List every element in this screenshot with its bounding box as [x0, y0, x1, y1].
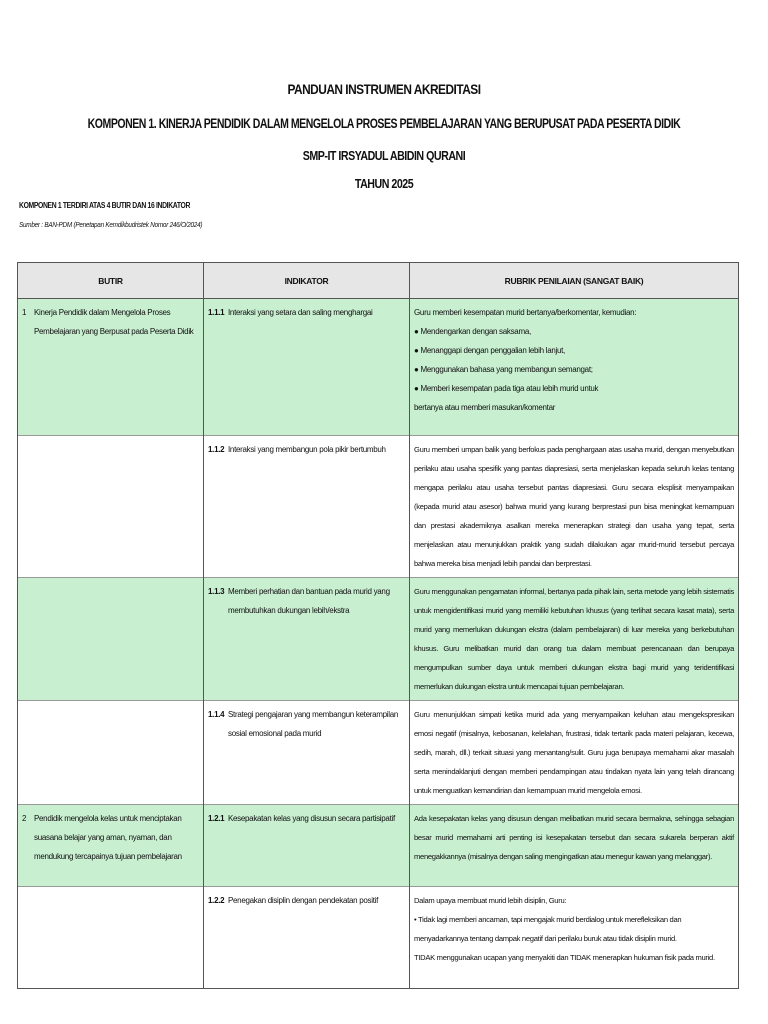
indikator-cell: [204, 436, 410, 578]
rubrik-cell: [410, 299, 739, 436]
column-header-indikator: INDIKATOR: [204, 263, 410, 299]
rubrik-cell: Guru menunjukkan simpati ketika murid ada yang menyampaikan keluhan atau mengekspresikan emosi negatif (misalnya, kebosanan, kelelahan, frustrasi, tidak tertarik pada materi pelajaran, kecewa, sedih, marah, dll.) terkait situasi yang menantang/sulit. Guru juga berupaya memahami akar masalah serta menindaklanjuti dengan memberi pendampingan atau tindakan nyata lain yang telah dirancang untuk menguatkan kemandirian dan kemampuan murid mengelola emosi.: [410, 701, 739, 805]
butir-cell: [18, 299, 204, 436]
column-header-rubrik: RUBRIK PENILAIAN (SANGAT BAIK): [410, 263, 739, 299]
rubrik-bullet: ● Memberi kesempatan pada tiga atau lebih murid untuk bertanya atau memberi masukan/komentar: [414, 379, 624, 417]
rubrik-cell: [410, 887, 739, 989]
table-row: [18, 805, 739, 887]
butir-cell: [18, 436, 204, 578]
rubrik-point: [414, 910, 734, 948]
indikator-code: 1.1.3: [208, 587, 225, 596]
indikator-code: 1.2.1: [208, 814, 225, 823]
rubrik-point-text: Tidak lagi memberi ancaman, tapi mengajak murid berdialog untuk merefleksikan dan menyadarkannya tentang dampak negatif dari perilaku buruk atau tidak disiplin murid.: [414, 915, 682, 943]
table-row: [18, 887, 739, 989]
rubrik-intro: Guru memberi kesempatan murid bertanya/berkomentar, kemudian:: [414, 308, 637, 317]
document-title: PANDUAN INSTRUMEN AKREDITASI: [287, 81, 481, 97]
butir-cell: [18, 805, 204, 887]
butir-cell: [18, 578, 204, 701]
indikator-code: 1.2.2: [208, 896, 225, 905]
butir-text: Kinerja Pendidik dalam Mengelola Proses Pembelajaran yang Berpusat pada Peserta Didik: [34, 308, 194, 336]
indikator-text: Memberi perhatian dan bantuan pada murid yang membutuhkan dukungan lebih/ekstra: [228, 587, 390, 615]
butir-number: 1: [22, 308, 27, 317]
indikator-text: Kesepakatan kelas yang disusun secara partisipatif: [228, 814, 395, 823]
rubrik-cell: Guru memberi umpan balik yang berfokus pada penghargaan atas usaha murid, dengan menyebutkan perilaku atau usaha spesifik yang pantas diapresiasi, serta menjelaskan kepada seluruh kelas tentang mengapa perilaku atau usaha tersebut pantas diapresiasi. Guru secara eksplisit menyampaikan (kepada murid atau asesor) bahwa murid yang kurang berprestasi pun bisa meningkat kemampuan dan prestasi akademiknya asalkan mereka menerapkan strategi dan usaha yang tepat, serta menjelaskan atau menunjukkan praktik yang sudah dilakukan agar murid-murid tersebut percaya bahwa mereka bisa menjadi lebih pandai dan berprestasi.: [410, 436, 739, 578]
table-row: [18, 436, 739, 578]
table-row: [18, 701, 739, 805]
school-name: SMP-IT IRSYADUL ABIDIN QURANI: [302, 148, 466, 163]
indikator-code: 1.1.1: [208, 308, 225, 317]
indikator-cell: [204, 805, 410, 887]
indikator-cell: [204, 887, 410, 989]
rubrik-bullet: ● Menanggapi dengan penggalian lebih lanjut,: [414, 341, 734, 360]
indikator-text: Strategi pengajaran yang membangun keterampilan sosial emosional pada murid: [228, 710, 399, 738]
indikator-text: Interaksi yang membangun pola pikir bertumbuh: [228, 445, 386, 454]
table-header-row: [18, 263, 739, 299]
indikator-cell: [204, 299, 410, 436]
rubrik-bullet: ● Mendengarkan dengan saksama,: [414, 322, 734, 341]
column-header-butir: BUTIR: [18, 263, 204, 299]
butir-number: 2: [22, 814, 27, 823]
table-row: [18, 299, 739, 436]
indikator-cell: [204, 578, 410, 701]
butir-cell: [18, 887, 204, 989]
butir-text: Pendidik mengelola kelas untuk menciptakan suasana belajar yang aman, nyaman, dan mendukung tercapainya tujuan pembelajaran: [34, 814, 182, 861]
indikator-text: Interaksi yang setara dan saling menghargai: [228, 308, 373, 317]
rubrik-bullet: ● Menggunakan bahasa yang membangun semangat;: [414, 360, 734, 379]
component-summary: KOMPONEN 1 TERDIRI ATAS 4 BUTIR DAN 16 INDIKATOR: [19, 201, 191, 210]
table-row: [18, 578, 739, 701]
indikator-cell: [204, 701, 410, 805]
rubrik-cell: Ada kesepakatan kelas yang disusun dengan melibatkan murid secara bermakna, sehingga sebagian besar murid memahami arti penting isi kesepakatan tersebut dan secara sukarela berperan aktif menegakkannya (misalnya dengan saling mengingatkan atau menegur kawan yang melanggar).: [410, 805, 739, 887]
bullet-icon: •: [414, 915, 419, 924]
indikator-code: 1.1.4: [208, 710, 225, 719]
source-note: Sumber : BAN-PDM (Penetapan Kemdikbudristek Nomor 246/O/2024): [19, 220, 203, 229]
component-title: KOMPONEN 1. KINERJA PENDIDIK DALAM MENGELOLA PROSES PEMBELAJARAN YANG BERUPUSAT PADA PESERTA DIDIK: [87, 116, 681, 131]
butir-cell: [18, 701, 204, 805]
rubrik-cell: Guru menggunakan pengamatan informal, bertanya pada pihak lain, serta metode yang lebih sistematis untuk mengidentifikasi murid yang memiliki kebutuhan khusus (yang terlihat secara kasat mata), serta murid yang memerlukan dukungan ekstra (dalam pembelajaran) di luar mereka yang berkebutuhan khusus. Guru melibatkan murid dan orang tua dalam membuat perencanaan dan berupaya mengumpulkan sumber daya untuk memberi dukungan ekstra bagi murid yang teridentifikasi memerlukan dukungan ekstra untuk mencapai tujuan pembelajaran.: [410, 578, 739, 701]
rubrik-intro: Dalam upaya membuat murid lebih disiplin, Guru:: [414, 896, 567, 905]
rubrik-extra: TIDAK menggunakan ucapan yang menyakiti dan TIDAK menerapkan hukuman fisik pada murid.: [414, 953, 715, 962]
year-label: TAHUN 2025: [354, 176, 414, 191]
rubric-table: [17, 262, 739, 989]
indikator-text: Penegakan disiplin dengan pendekatan positif: [228, 896, 379, 905]
indikator-code: 1.1.2: [208, 445, 225, 454]
